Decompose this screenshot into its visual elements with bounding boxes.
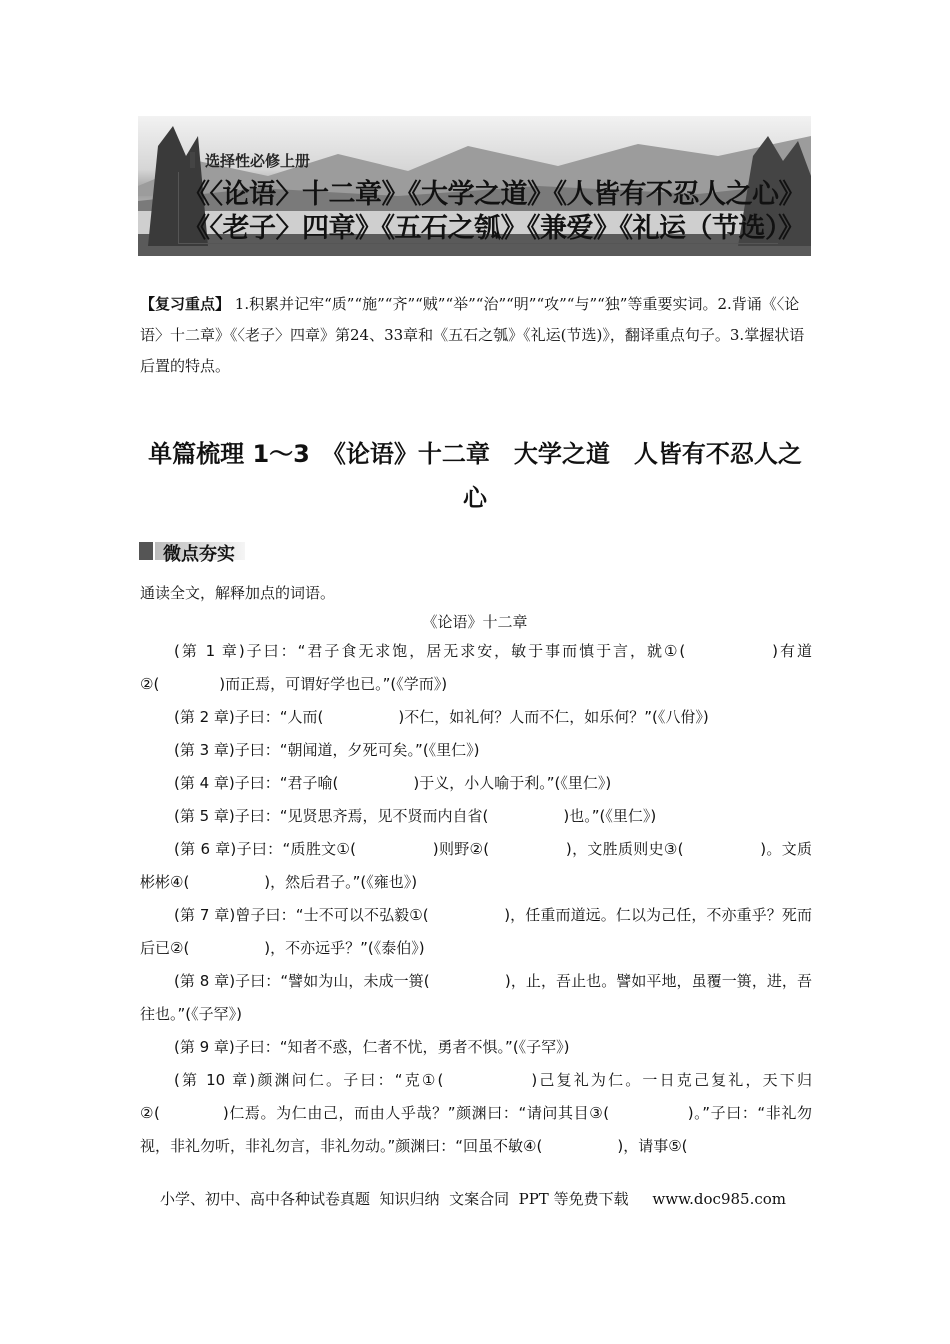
banner-marker: [190, 152, 195, 168]
paragraph: (第 4 章)子曰：“君子喻( )于义，小人喻于利。”(《里仁》): [174, 774, 612, 792]
review-text: 1.积累并记牢“质”“施”“齐”“贼”“举”“治”“明”“攻”“与”“独”等重要实词。2.背诵《〈论语〉十二章》《〈老子〉四章》第24、33章和《五石之瓠》《礼运(节选)》，翻译重点句子。3.掌握状语后置的特点。: [140, 295, 805, 375]
review-label: 【复习重点】: [140, 295, 231, 313]
section-tag: [139, 540, 245, 565]
section-tag-label: 微点夯实: [163, 544, 235, 565]
paragraph: (第 7 章)曾子曰：“士不可以不弘毅①( )，任重而道远。仁以为己任，不亦重乎？死而后已②( )，不亦远乎？”(《泰伯》): [140, 906, 812, 957]
banner-divider: [178, 172, 179, 244]
paragraph: (第 3 章)子曰：“朝闻道，夕死可矣。”(《里仁》): [174, 741, 480, 759]
review-focus: [140, 289, 810, 382]
paragraph: (第 6 章)子曰：“质胜文①( )则野②( )，文胜质则史③( )。文质彬彬④( )，然后君子。”(《雍也》): [140, 840, 812, 891]
paragraph: (第 1 章)子曰：“君子食无求饱，居无求安，敏于事而慎于言，就①( )有道②( )而正焉，可谓好学也已。”(《学而》): [140, 642, 812, 693]
page-footer: 小学、初中、高中各种试卷真题 知识归纳 文案合同 PPT 等免费下载 www.doc985.com: [160, 1190, 787, 1208]
section-tag-block: [139, 542, 153, 560]
banner-title-line1: 《〈论语〉十二章》《大学之道》《人皆有不忍人之心》: [183, 179, 805, 210]
paragraph: (第 10 章)颜渊问仁。子曰：“克①( )己复礼为仁。一日克己复礼，天下归②( )仁焉。为仁由己，而由人乎哉？”颜渊曰：“请问其目③( )。”子曰：“非礼勿视，非礼勿听，非礼勿言，非礼勿动。”颜渊曰：“回虽不敏④( )，请事⑤(: [140, 1071, 812, 1155]
banner-subtitle: 选择性必修上册: [205, 152, 311, 170]
chapter-title: 单篇梳理 1～3 《论语》十二章 大学之道 人皆有不忍人之心: [148, 440, 802, 512]
passage-body: [140, 635, 812, 1163]
paragraph: (第 9 章)子曰：“知者不惑，仁者不忧，勇者不惧。”(《子罕》): [174, 1038, 570, 1056]
paragraph: (第 2 章)子曰：“人而( )不仁，如礼何？人而不仁，如乐何？”(《八佾》): [174, 708, 709, 726]
instruction-text: 通读全文，解释加点的词语。: [140, 584, 336, 602]
paragraph: (第 5 章)子曰：“见贤思齐焉，见不贤而内自省( )也。”(《里仁》): [174, 807, 657, 825]
banner-title-line2: 《〈老子〉四章》《五石之瓠》《兼爱》《礼运（节选）》: [183, 213, 805, 244]
paragraph: (第 8 章)子曰：“譬如为山，未成一篑( )，止，吾止也。譬如平地，虽覆一篑，进，吾往也。”(《子罕》): [140, 972, 812, 1023]
text-title: 《论语》十二章: [422, 613, 528, 631]
